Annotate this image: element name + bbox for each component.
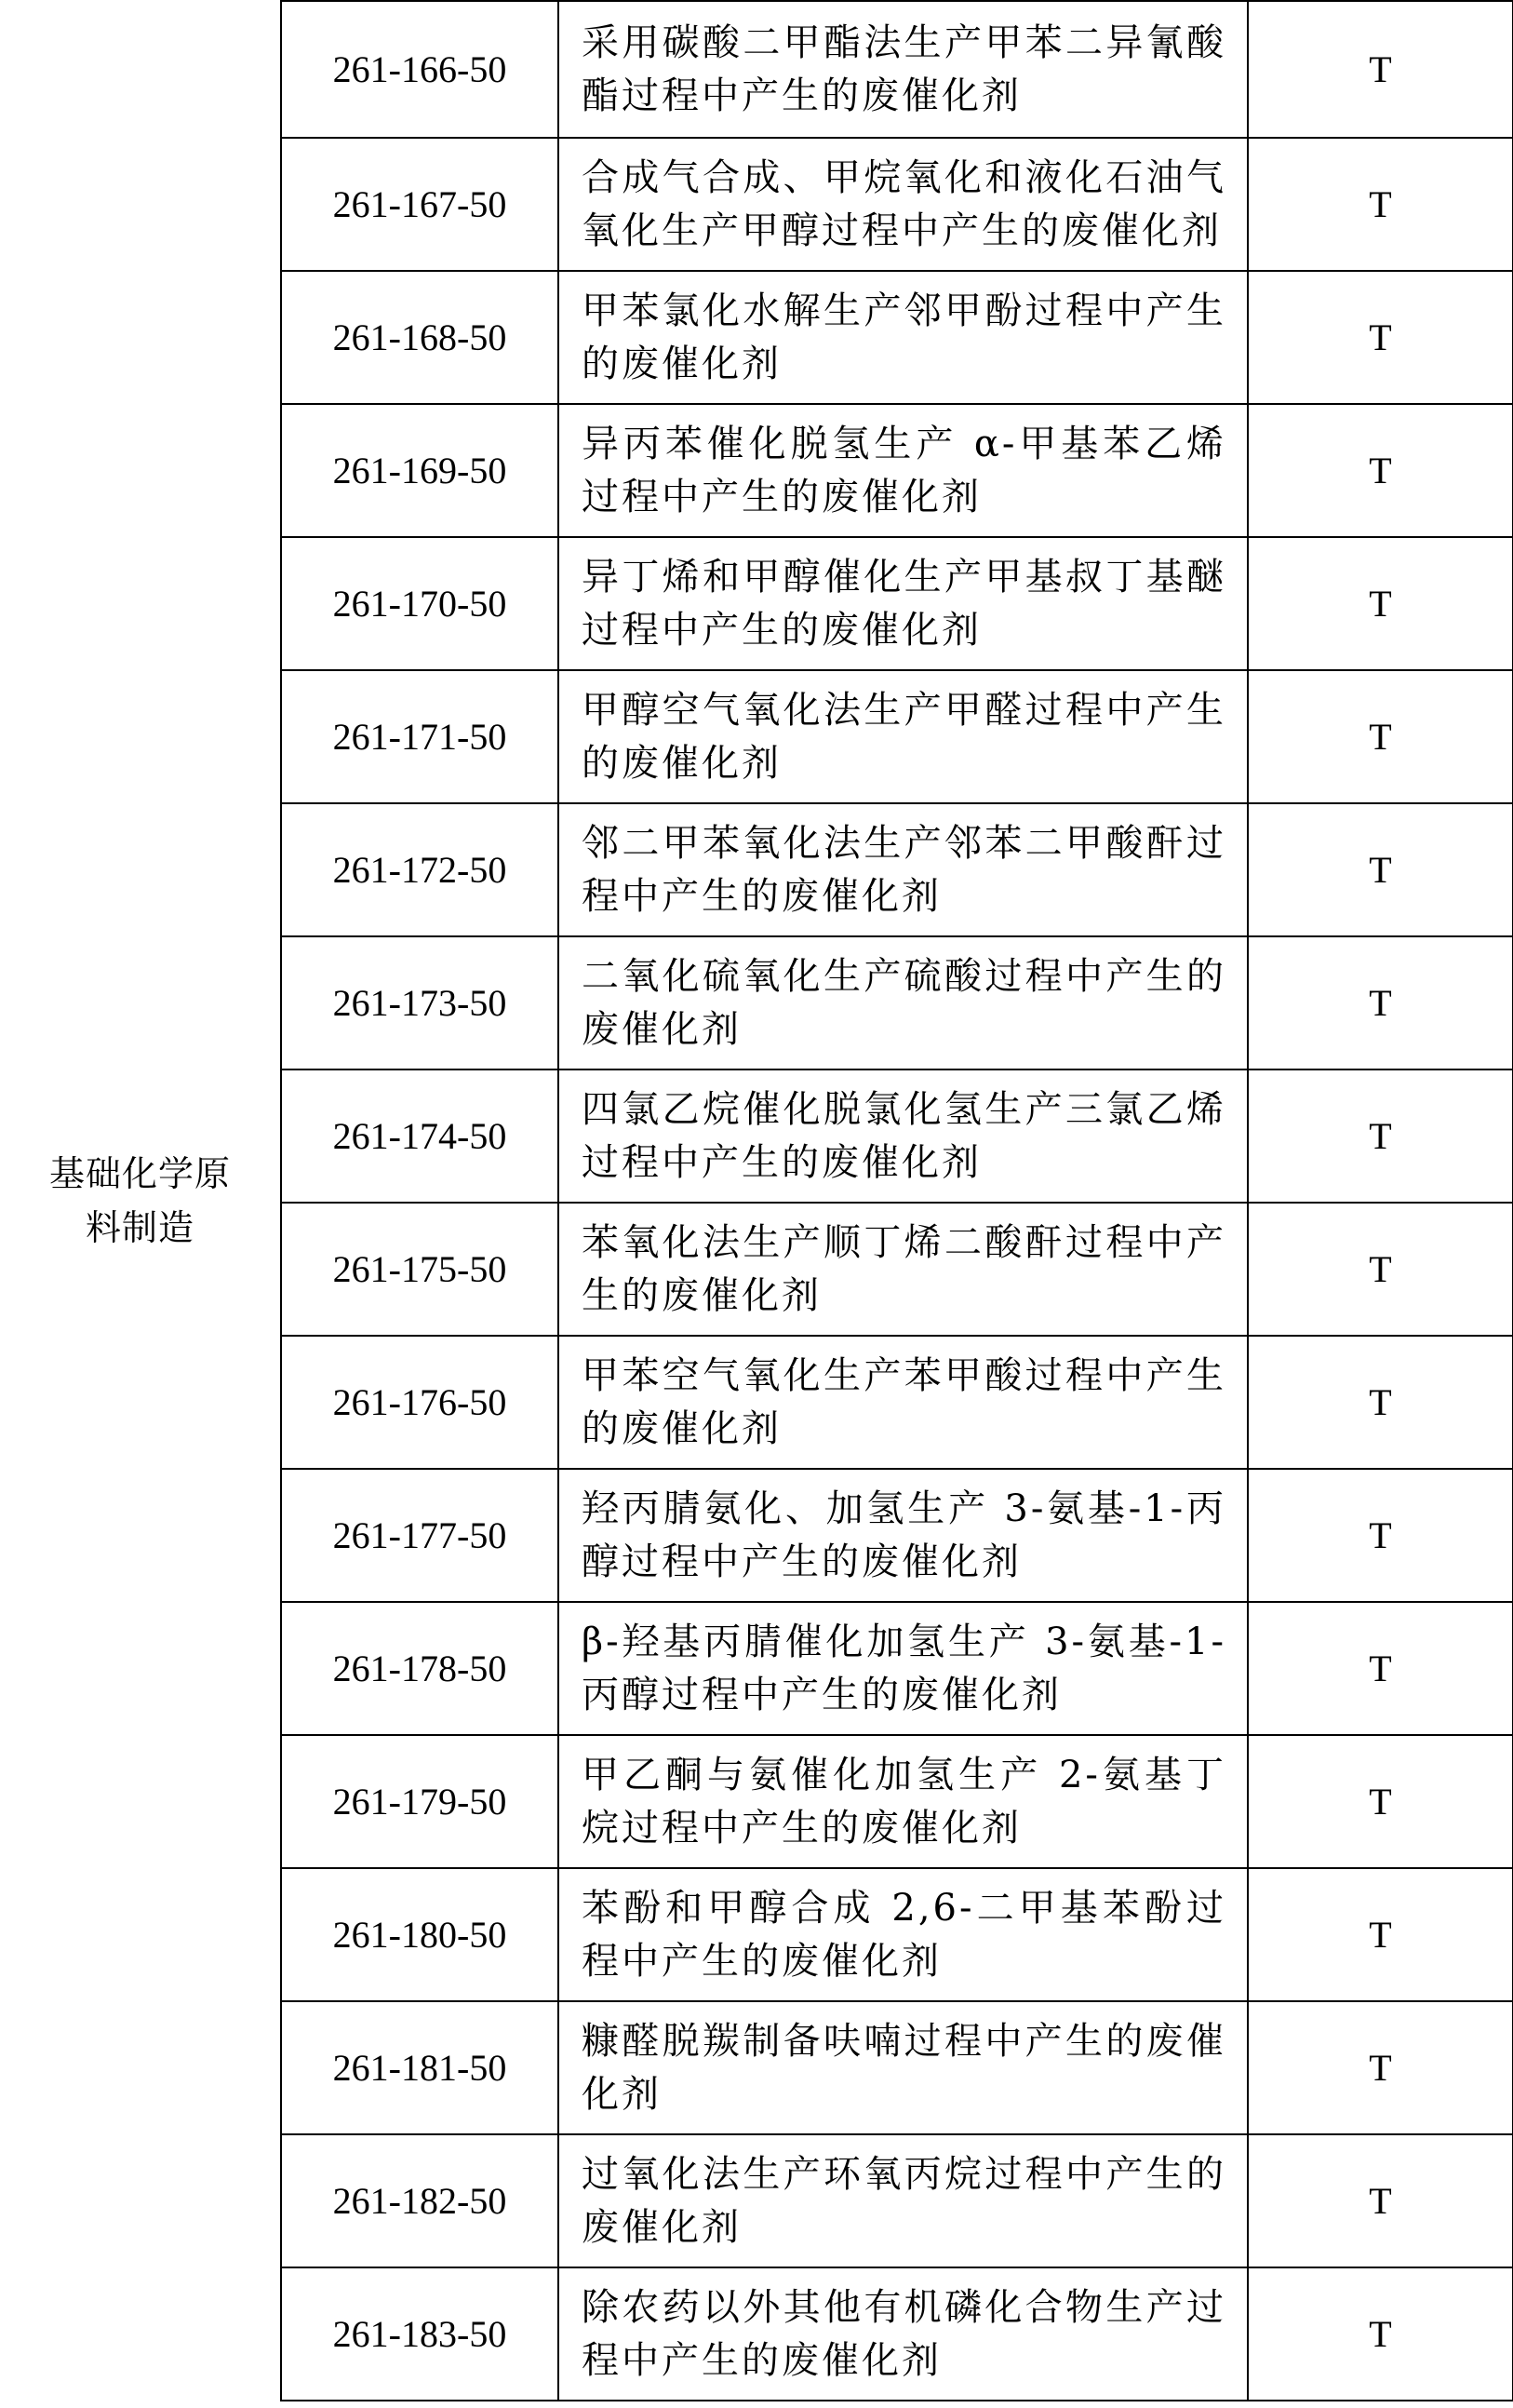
hazard-characteristic: T <box>1248 1868 1513 2001</box>
waste-code: 261-166-50 <box>281 1 558 138</box>
waste-code: 261-183-50 <box>281 2267 558 2401</box>
waste-description <box>558 1069 1248 1203</box>
hazard-characteristic: T <box>1248 803 1513 936</box>
waste-code: 261-175-50 <box>281 1203 558 1336</box>
waste-code: 261-180-50 <box>281 1868 558 2001</box>
waste-description <box>558 670 1248 803</box>
waste-description <box>558 404 1248 537</box>
waste-description <box>558 1203 1248 1336</box>
hazard-characteristic: T <box>1248 1469 1513 1602</box>
table-row <box>0 1 1513 138</box>
waste-description <box>558 1469 1248 1602</box>
waste-code: 261-170-50 <box>281 537 558 670</box>
waste-code: 261-171-50 <box>281 670 558 803</box>
waste-code: 261-177-50 <box>281 1469 558 1602</box>
waste-description <box>558 1 1248 138</box>
hazard-characteristic: T <box>1248 936 1513 1069</box>
waste-description <box>558 936 1248 1069</box>
hazard-characteristic: T <box>1248 2267 1513 2401</box>
waste-description-text: β-羟基丙腈催化加氢生产 3-氨基-1-丙醇过程中产生的废催化剂 <box>582 1620 1226 1716</box>
waste-description-text: 过氧化法生产环氧丙烷过程中产生的废催化剂 <box>582 2152 1226 2249</box>
waste-description-text: 邻二甲苯氧化法生产邻苯二甲酸酐过程中产生的废催化剂 <box>582 821 1226 918</box>
hazard-characteristic: T <box>1248 1069 1513 1203</box>
hazard-characteristic: T <box>1248 537 1513 670</box>
waste-description <box>558 803 1248 936</box>
waste-code: 261-167-50 <box>281 138 558 271</box>
waste-description-text: 甲乙酮与氨催化加氢生产 2-氨基丁烷过程中产生的废催化剂 <box>582 1753 1226 1850</box>
waste-description-text: 合成气合成、甲烷氧化和液化石油气氧化生产甲醇过程中产生的废催化剂 <box>582 155 1226 252</box>
waste-description <box>558 1868 1248 2001</box>
waste-description <box>558 2267 1248 2401</box>
waste-description-text: 糠醛脱羰制备呋喃过程中产生的废催化剂 <box>582 2019 1226 2116</box>
waste-code: 261-172-50 <box>281 803 558 936</box>
waste-description-text: 甲苯空气氧化生产苯甲酸过程中产生的废催化剂 <box>582 1353 1226 1450</box>
waste-code: 261-176-50 <box>281 1336 558 1469</box>
hazard-characteristic: T <box>1248 1735 1513 1868</box>
waste-description-text: 异丁烯和甲醇催化生产甲基叔丁基醚过程中产生的废催化剂 <box>582 555 1226 652</box>
waste-description-text: 甲醇空气氧化法生产甲醛过程中产生的废催化剂 <box>582 688 1226 785</box>
waste-code: 261-173-50 <box>281 936 558 1069</box>
waste-description <box>558 2001 1248 2134</box>
waste-description-text: 四氯乙烷催化脱氯化氢生产三氯乙烯过程中产生的废催化剂 <box>582 1087 1226 1184</box>
hazard-characteristic: T <box>1248 1602 1513 1735</box>
waste-description <box>558 1336 1248 1469</box>
waste-description-text: 异丙苯催化脱氢生产 α-甲基苯乙烯过程中产生的废催化剂 <box>582 422 1226 518</box>
waste-description <box>558 1602 1248 1735</box>
industry-category-cell <box>0 1 281 2401</box>
waste-code: 261-179-50 <box>281 1735 558 1868</box>
industry-category-label: 基础化学原料制造 <box>48 1153 231 1248</box>
waste-code: 261-178-50 <box>281 1602 558 1735</box>
waste-description-text: 羟丙腈氨化、加氢生产 3-氨基-1-丙醇过程中产生的废催化剂 <box>582 1487 1226 1583</box>
waste-description <box>558 2134 1248 2267</box>
waste-description-text: 除农药以外其他有机磷化合物生产过程中产生的废催化剂 <box>582 2285 1226 2382</box>
table-body <box>0 1 1513 2401</box>
hazard-characteristic: T <box>1248 1203 1513 1336</box>
waste-description-text: 甲苯氯化水解生产邻甲酚过程中产生的废催化剂 <box>582 289 1226 385</box>
hazard-characteristic: T <box>1248 2001 1513 2134</box>
hazard-characteristic: T <box>1248 1336 1513 1469</box>
hazard-characteristic: T <box>1248 1 1513 138</box>
waste-description <box>558 271 1248 404</box>
hazard-characteristic: T <box>1248 138 1513 271</box>
waste-description-text: 苯酚和甲醇合成 2,6-二甲基苯酚过程中产生的废催化剂 <box>582 1886 1226 1983</box>
waste-code: 261-168-50 <box>281 271 558 404</box>
waste-description <box>558 138 1248 271</box>
waste-code: 261-181-50 <box>281 2001 558 2134</box>
hazard-characteristic: T <box>1248 271 1513 404</box>
waste-description-text: 苯氧化法生产顺丁烯二酸酐过程中产生的废催化剂 <box>582 1220 1226 1317</box>
waste-code: 261-174-50 <box>281 1069 558 1203</box>
waste-description <box>558 537 1248 670</box>
waste-description <box>558 1735 1248 1868</box>
hazard-characteristic: T <box>1248 2134 1513 2267</box>
waste-description-text: 二氧化硫氧化生产硫酸过程中产生的废催化剂 <box>582 954 1226 1051</box>
waste-code: 261-182-50 <box>281 2134 558 2267</box>
hazard-characteristic: T <box>1248 404 1513 537</box>
waste-code: 261-169-50 <box>281 404 558 537</box>
waste-description-text: 采用碳酸二甲酯法生产甲苯二异氰酸酯过程中产生的废催化剂 <box>582 20 1226 117</box>
hazard-characteristic: T <box>1248 670 1513 803</box>
